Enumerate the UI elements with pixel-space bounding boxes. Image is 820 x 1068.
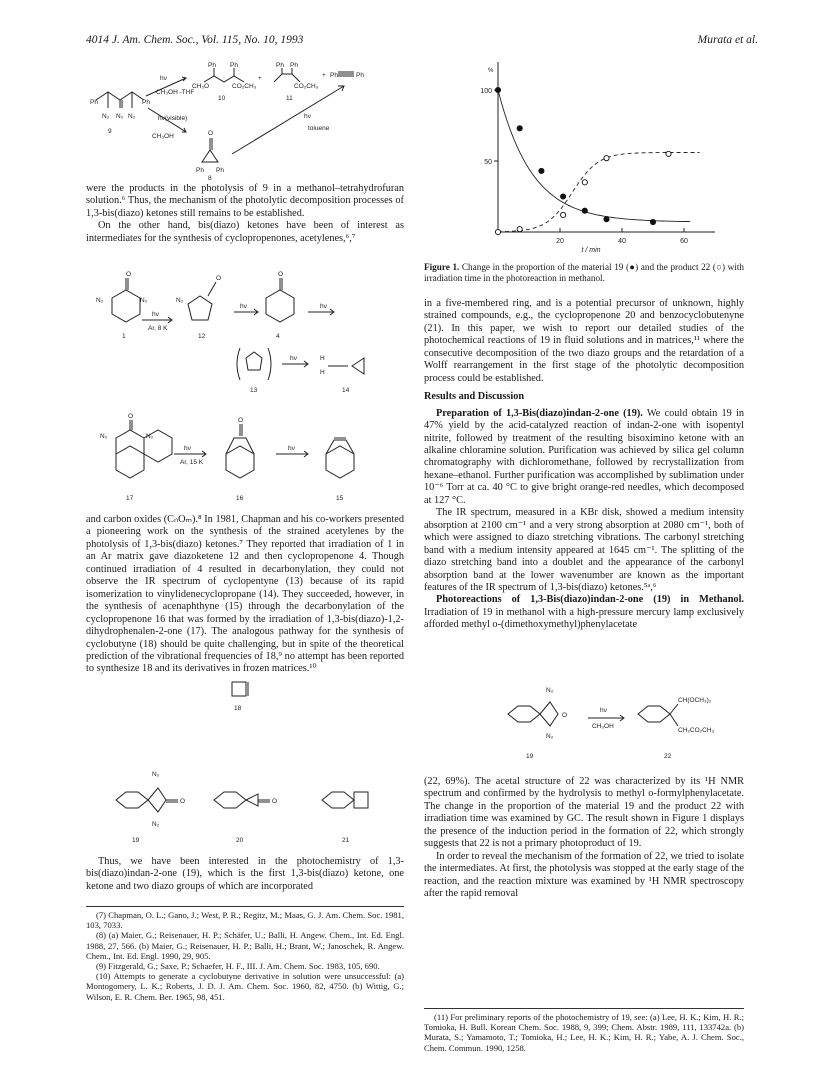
svg-text:14: 14 (342, 387, 350, 394)
svg-text:hν: hν (152, 311, 159, 318)
svg-text:20: 20 (236, 837, 244, 844)
paragraph: in a five-membered ring, and is a potential precursor of unknown, highly strained compounds, e.g., the cyclopropenone 20 and benzocyclobutenyne (21). In this paper, we wish to report our detailed studies of the photochemical reactions of 19 in fluid solutions and in matrices,¹¹ where the consecutive decomposition of the two diazo groups and the retardation of a Wolff rearrangement in the first stage of the photolytic decomposition process could be established. (424, 298, 744, 384)
svg-text:O: O (180, 798, 186, 805)
svg-text:N₂: N₂ (140, 297, 148, 304)
footnote-7: (7) Chapman, O. L.; Gano, J.; West, P. R.; Regitz, M.; Maas, G. J. Am. Chem. Soc. 1981, 103, 7033. (86, 910, 404, 931)
caption-text: Change in the proportion of the material 19 (●) and the product 22 (○) with irradiation time in the photoreaction in methanol. (424, 262, 745, 283)
svg-text:+: + (322, 72, 326, 79)
data-point-19 (561, 194, 566, 199)
left-text-block-2 (86, 514, 404, 676)
data-point-22 (582, 180, 587, 185)
svg-text:16: 16 (236, 495, 244, 502)
svg-text:O: O (126, 271, 132, 278)
data-point-22 (517, 227, 522, 232)
left-footnotes (86, 906, 404, 1002)
data-point-19 (650, 219, 655, 224)
paragraph: We could obtain 19 in 47% yield by the acid-catalyzed reaction of indan-2-one with isopentyl nitrite, followed by treatment of the resulting bisoximino ketone with an alkaline chloramine solution. Purification was achieved by silica gel column chromatography with dichloromethane, followed by recrystallization from hexane–ethanol. Further purification was accomplished by sublimation under 10⁻⁶ Torr at ca. 40 °C to give bright orange-red needles, which decomposed at 127 °C. (424, 407, 744, 506)
svg-text:N₂: N₂ (546, 733, 554, 740)
svg-text:N₂: N₂ (102, 113, 110, 120)
svg-text:hν: hν (304, 113, 311, 120)
scheme-1 (86, 58, 404, 180)
y-axis-label: % (488, 68, 494, 74)
svg-text:N₂: N₂ (546, 687, 554, 694)
svg-text:hν: hν (160, 75, 167, 82)
subheading: Photoreactions of 1,3-Bis(diazo)indan-2-one (19) in Methanol. (436, 594, 744, 606)
paragraph: (22, 69%). The acetal structure of 22 was characterized by its ¹H NMR spectrum and confirmed by the hydrolysis to methyl o-formylphenylacetate. The change in the proportion of the material 19 and the product 22 with irradiation time was examined by GC. The result shown in Figure 1 displays the presence of the induction period in the formation of 22, which strongly suggests that 22 is not a primary photoproduct of 19. (424, 776, 744, 850)
svg-text:CH₃OH: CH₃OH (152, 133, 174, 140)
footnote-10: (10) Attempts to generate a cyclobutyne derivative in solution were unsuccessful: (a) Montogomery, L. K.; Roberts, J. D. J. Am. Chem. Soc. 1960, 82, 4750. (b) Wittig, G.; Wilson, E. R. Chem. Ber. 1965, 98, 451. (86, 971, 404, 1002)
paragraph: were the products in the photolysis of 9 in a methanol–tetrahydrofuran solution.⁶ Thus, the mechanism of the photolytic decomposition processes of 1,3-bis(diazo) ketones still remains to be established. (86, 183, 404, 219)
svg-text:H: H (320, 355, 325, 362)
svg-text:Ar, 15 K: Ar, 15 K (180, 459, 204, 466)
svg-text:N₂: N₂ (100, 433, 108, 440)
data-point-19 (517, 126, 522, 131)
right-text-block-1 (424, 298, 744, 632)
svg-text:hν: hν (240, 303, 247, 310)
scheme-2 (86, 268, 404, 510)
x-tick-label: 40 (618, 238, 626, 245)
footnote-9: (9) Fitzgerald, G.; Saxe, P.; Schaefer, H. F., III. J. Am. Chem. Soc. 1983, 105, 690. (96, 961, 380, 972)
svg-text:Ph: Ph (230, 62, 238, 69)
svg-text:hν: hν (288, 445, 295, 452)
svg-text:CH(OCH₃)₂: CH(OCH₃)₂ (678, 697, 712, 704)
footnote-8: (8) (a) Maier, G.; Reisenauer, H. P.; Schäfer, U.; Balli, H. Angew. Chem., Int. Ed. Engl. 1988, 27, 566. (b) Maier, G.; Reisenauer, H. P.; Balli, H.; Brant, W.; Janoschek, R. Angew. Chem., Int. Ed. Engl. 1990, 29, 905. (86, 930, 404, 961)
y-tick-label: 100 (480, 88, 492, 95)
svg-text:4: 4 (276, 333, 280, 340)
figure-1-caption (424, 262, 744, 284)
svg-text:Ph: Ph (90, 99, 98, 106)
footnote-11: (11) For preliminary reports of the photochemistry of 19, see: (a) Lee, H. K.; Kim, H. R.; Tomioka, H. Bull. Korean Chem. Soc. 1988, 9, 399; Chem. Abstr. 1989, 111, 133742a. (b) Murata, S.; Yamamoto, T.; Tomioka, H.; Lee, H. K.; Kim, H. R.; Yabe, A. J. Chem. Soc., Chem. Commun. 1990, 1258. (424, 1012, 744, 1053)
series-22-curve (498, 153, 700, 232)
scheme-3 (86, 676, 404, 848)
data-point-22 (666, 151, 671, 156)
paragraph: In order to reveal the mechanism of the formation of 22, we tried to isolate the intermediates. At first, the photolysis was stopped at the early stage of the reaction, and the reaction mixture was examined by ¹H NMR spectroscopy after the rapid removal (424, 850, 744, 900)
x-tick-label: 60 (680, 238, 688, 245)
svg-text:O: O (216, 275, 222, 282)
svg-text:N₂: N₂ (152, 821, 160, 828)
footnote-rule (424, 1008, 744, 1009)
svg-text:18: 18 (234, 705, 242, 712)
svg-text:Ph: Ph (208, 62, 216, 69)
svg-text:N₂: N₂ (176, 297, 184, 304)
svg-text:17: 17 (126, 495, 134, 502)
svg-text:CO₂CH₃: CO₂CH₃ (294, 83, 319, 90)
data-point-22 (604, 156, 609, 161)
svg-text:N₂: N₂ (96, 297, 104, 304)
svg-text:15: 15 (336, 495, 344, 502)
svg-text:8: 8 (208, 175, 212, 180)
svg-text:N₂: N₂ (128, 113, 136, 120)
svg-text:+: + (258, 75, 262, 82)
svg-text:CO₂CH₃: CO₂CH₃ (232, 83, 257, 90)
svg-text:hν(visible): hν(visible) (158, 115, 188, 122)
subheading: Preparation of 1,3-Bis(diazo)indan-2-one (19). (436, 407, 643, 419)
svg-text:12: 12 (198, 333, 206, 340)
footnote-rule (86, 906, 404, 907)
figure-1-chart (470, 56, 730, 256)
svg-text:Ph: Ph (330, 72, 338, 79)
data-point-19 (604, 217, 609, 222)
svg-text:O: O (128, 413, 134, 420)
left-text-block-1 (86, 183, 404, 245)
svg-text:19: 19 (132, 837, 140, 844)
data-point-22 (561, 212, 566, 217)
svg-text:11: 11 (286, 95, 293, 102)
svg-text:Ph: Ph (216, 167, 224, 174)
svg-text:Ph: Ph (196, 167, 204, 174)
data-point-19 (495, 87, 500, 92)
svg-text:H: H (320, 369, 325, 376)
scheme-4 (424, 674, 744, 768)
svg-text:N₂: N₂ (116, 113, 124, 120)
svg-text:22: 22 (664, 753, 672, 760)
right-text-block-2 (424, 776, 744, 901)
svg-text:O: O (278, 271, 284, 278)
svg-text:9: 9 (108, 128, 112, 135)
paragraph: Thus, we have been interested in the photochemistry of 1,3-bis(diazo)indan-2-one (19), which is the first 1,3-bis(diazo) ketone, one ketone and two diazo groups of which are incorporated (86, 856, 404, 892)
svg-text:CH₃O: CH₃O (192, 83, 210, 90)
data-point-19 (582, 208, 587, 213)
data-point-19 (539, 168, 544, 173)
svg-text:toluene: toluene (308, 125, 330, 132)
caption-label: Figure 1. (424, 262, 460, 272)
svg-text:CH₃OH: CH₃OH (592, 723, 614, 730)
svg-text:hν: hν (320, 303, 327, 310)
svg-text:hν: hν (184, 445, 191, 452)
svg-text:10: 10 (218, 95, 226, 102)
svg-text:Ph: Ph (276, 62, 284, 69)
data-point-22 (495, 229, 500, 234)
svg-text:CH₂CO₂CH₃: CH₂CO₂CH₃ (678, 727, 715, 734)
svg-text:O: O (238, 417, 244, 424)
svg-text:13: 13 (250, 387, 258, 394)
svg-text:19: 19 (526, 753, 534, 760)
svg-text:21: 21 (342, 837, 350, 844)
paragraph: The IR spectrum, measured in a KBr disk, showed a medium intensity absorption at 2100 cm⁻¹ and a very strong absorption at 2080 cm⁻¹, both of which were assigned to diazo stretching vibrations. The carbonyl stretching band with a medium intensity appeared at 1645 cm⁻¹. The splitting of the diazo stretching band into a doublet and the appearance of the carbonyl absorption band at the lower wavenumber are known as the important features of the IR spectrum of 1,3-bis(diazo) ketones.⁵ᵃ,⁶ (424, 507, 744, 593)
svg-text:Ph: Ph (142, 99, 150, 106)
svg-text:Ph: Ph (290, 62, 298, 69)
svg-text:O: O (208, 130, 214, 137)
svg-text:N₂: N₂ (152, 771, 160, 778)
svg-text:O: O (562, 712, 568, 719)
svg-text:Ar, 8 K: Ar, 8 K (148, 325, 168, 332)
x-axis-label: t / min (581, 247, 601, 254)
svg-text:O: O (272, 798, 278, 805)
svg-text:CH₃OH -THF: CH₃OH -THF (156, 89, 195, 96)
left-text-block-3 (86, 856, 404, 893)
paragraph: On the other hand, bis(diazo) ketones have been of interest as intermediates for the synthesis of cyclopropenones, acetylenes,⁶,⁷ (86, 220, 404, 244)
section-heading: Results and Discussion (424, 391, 525, 403)
right-footnotes (424, 1008, 744, 1053)
x-tick-label: 20 (556, 238, 564, 245)
svg-text:1: 1 (122, 333, 126, 340)
y-tick-label: 50 (484, 159, 492, 166)
paragraph: and carbon oxides (CₙOₘ).⁸ In 1981, Chapman and his co-workers presented a pioneering work on the synthesis of the strained acetylenes by the photolysis of 1,3-bis(diazo) ketones.⁷ They reported that irradiation of 1 in an Ar matrix gave diazoketene 12 and then cyclopropenone 4. Though continued irradiation of 4 resulted in decarbonylation, they could not observe the IR spectrum of cyclopentyne (13) because of its rapid isomerization to vinylidenecyclopropane (14). They succeeded, however, in the synthesis of acenaphthyne (15) through the decarbonylation of the cyclopropenone 16 that was formed by the irradiation of 1,3-bis(diazo)-1,2-dihydrophenalen-2-one (17). The analogous pathway for the synthesis of cyclobutyne (18) should be quite challenging, but in spite of the theoretical prediction of the vibrational frequencies of 18,⁹ no attempt has been reported to synthesize 18 and its derivatives in frozen matrices.¹⁰ (86, 514, 404, 675)
svg-text:N₂: N₂ (146, 433, 154, 440)
running-header: 4014 J. Am. Chem. Soc., Vol. 115, No. 10, 1993 (86, 34, 304, 46)
author-header: Murata et al. (697, 34, 758, 46)
svg-text:Ph: Ph (356, 72, 364, 79)
series-19-curve (498, 90, 690, 222)
svg-text:hν: hν (600, 707, 607, 714)
svg-text:hν: hν (290, 355, 297, 362)
paragraph: Irradiation of 19 in methanol with a high-pressure mercury lamp exclusively afforded methyl o-(dimethoxymethyl)phenylacetate (424, 606, 744, 631)
